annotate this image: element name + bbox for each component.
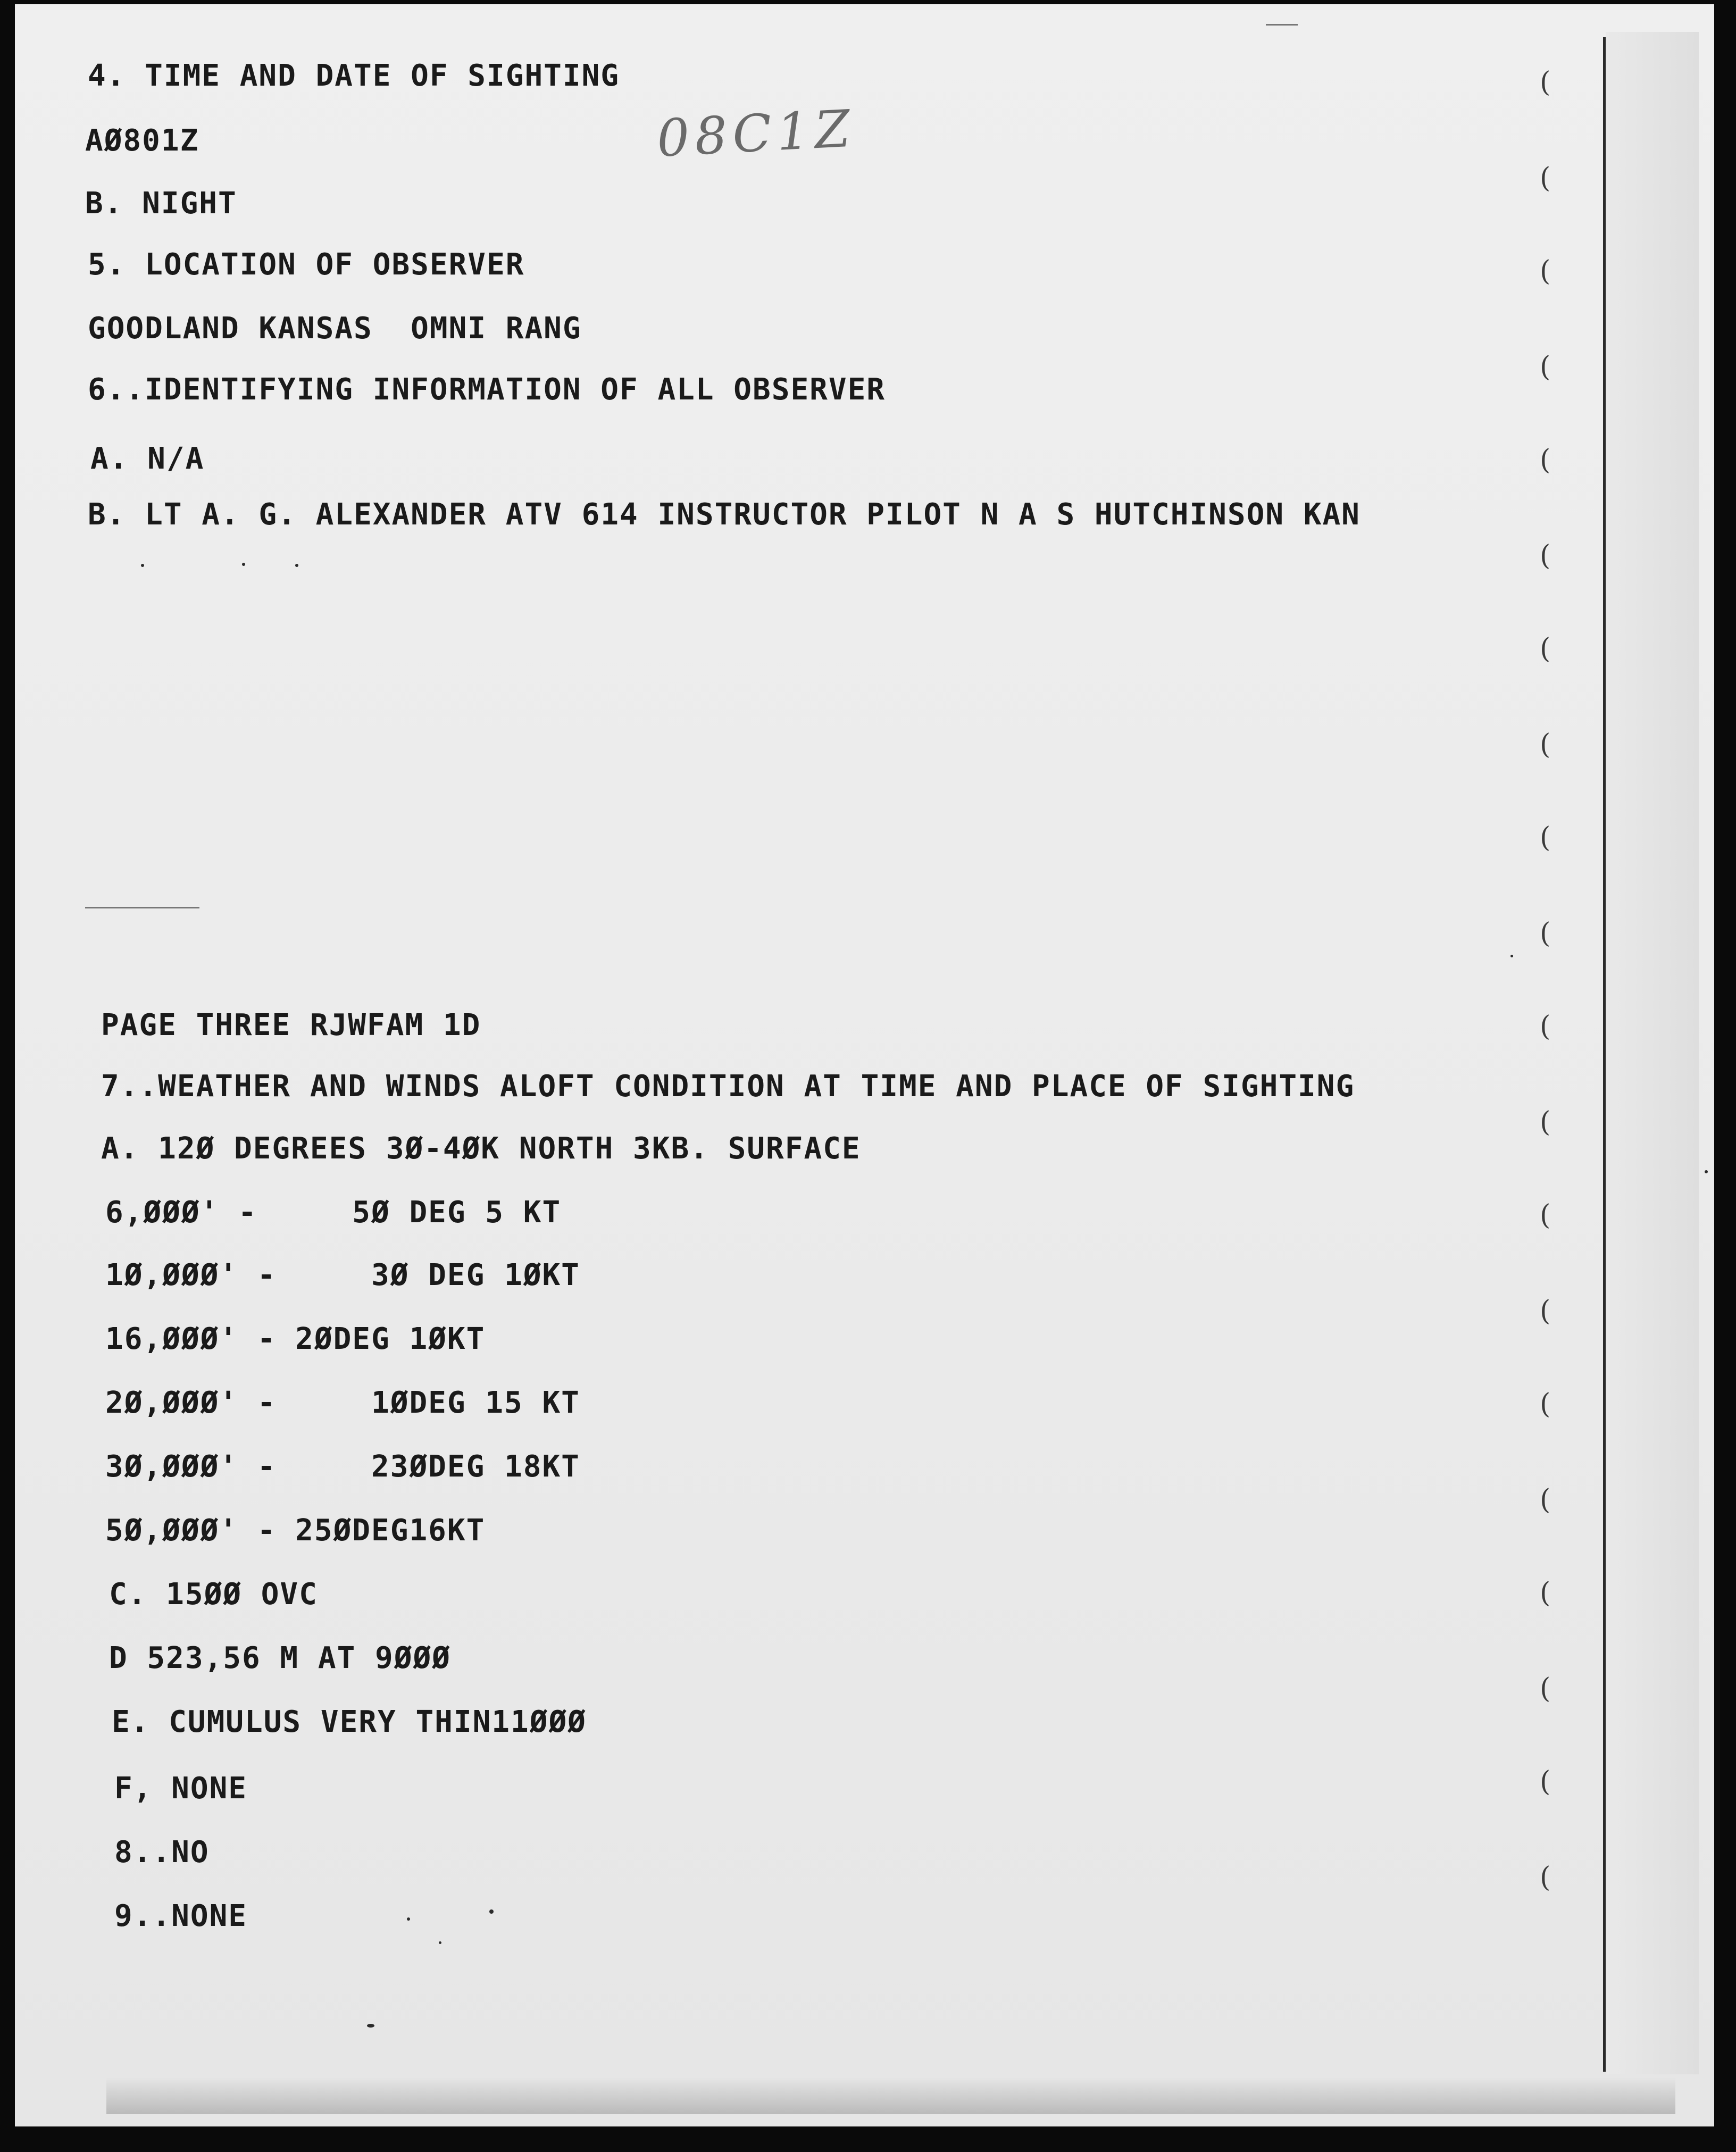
stray-speck [439, 1941, 441, 1944]
item-6b-value: B. LT A. G. ALEXANDER ATV 614 INSTRUCTOR PILOT N A S HUTCHINSON KAN [88, 497, 1361, 532]
winds-row: 3Ø,ØØØ' - 23ØDEG 18KT [105, 1449, 580, 1484]
item-7d-value: D 523,56 M AT 9ØØØ [109, 1641, 451, 1675]
item-9-value: 9..NONE [114, 1899, 248, 1933]
item-7c-value: C. 15ØØ OVC [109, 1577, 318, 1612]
tractor-hole: ( [1540, 1388, 1551, 1420]
tractor-hole: ( [1540, 1199, 1551, 1231]
item-6-heading: 6..IDENTIFYING INFORMATION OF ALL OBSERVER [88, 372, 886, 407]
tractor-hole: ( [1540, 822, 1551, 854]
tractor-hole: ( [1540, 729, 1551, 761]
tractor-hole: ( [1540, 351, 1551, 383]
stray-speck [1705, 1170, 1708, 1173]
stray-speck [489, 1909, 494, 1914]
stray-speck [295, 564, 298, 567]
stray-speck [141, 564, 144, 567]
item-5-value: GOODLAND KANSAS OMNI RANG [88, 311, 582, 346]
stray-speck [367, 2024, 374, 2028]
stray-speck [407, 1917, 410, 1921]
tractor-hole: ( [1540, 1295, 1551, 1327]
stray-speck [1510, 955, 1513, 957]
item-4-heading: 4. TIME AND DATE OF SIGHTING [88, 59, 620, 93]
tractor-hole: ( [1540, 444, 1551, 476]
winds-row: 2Ø,ØØØ' - 1ØDEG 15 KT [105, 1386, 580, 1420]
tractor-hole: ( [1540, 540, 1551, 572]
item-7a-value: A. 12Ø DEGREES 3Ø-4ØK NORTH 3KB. SURFACE [101, 1131, 861, 1166]
perforation-rule [1603, 37, 1606, 2072]
winds-row: 6,ØØØ' - 5Ø DEG 5 KT [105, 1195, 562, 1230]
tractor-hole: ( [1540, 66, 1551, 98]
item-7e-value: E. CUMULUS VERY THIN11ØØØ [112, 1705, 587, 1739]
page-header: PAGE THREE RJWFAM 1D [101, 1008, 481, 1042]
tractor-hole: ( [1540, 162, 1551, 194]
tractor-hole: ( [1540, 1484, 1551, 1516]
winds-row: 1Ø,ØØØ' - 3Ø DEG 1ØKT [105, 1258, 580, 1292]
stray-mark [1266, 24, 1298, 26]
item-8-value: 8..NO [114, 1835, 210, 1870]
tractor-feed-margin [1606, 32, 1699, 2074]
tractor-hole: ( [1540, 1577, 1551, 1609]
item-4b-value: B. NIGHT [85, 186, 237, 221]
tractor-hole: ( [1540, 1766, 1551, 1798]
handwritten-annotation: 08C1Z [655, 98, 857, 169]
tractor-hole: ( [1540, 633, 1551, 665]
stray-speck [242, 563, 245, 566]
tractor-hole: ( [1540, 1011, 1551, 1042]
winds-row: 16,ØØØ' - 2ØDEG 1ØKT [105, 1322, 486, 1356]
stray-mark [85, 907, 199, 908]
item-7f-value: F, NONE [114, 1771, 248, 1806]
tractor-hole: ( [1540, 1673, 1551, 1705]
winds-row: 5Ø,ØØØ' - 25ØDEG16KT [105, 1513, 486, 1548]
item-5-heading: 5. LOCATION OF OBSERVER [88, 247, 525, 282]
tractor-hole: ( [1540, 255, 1551, 287]
item-4a-value: AØ801Z [85, 123, 199, 158]
item-7-heading: 7..WEATHER AND WINDS ALOFT CONDITION AT TIME AND PLACE OF SIGHTING [101, 1069, 1355, 1104]
item-6a-value: A. N/A [90, 441, 205, 476]
tractor-hole: ( [1540, 1106, 1551, 1138]
tractor-hole: ( [1540, 1862, 1551, 1894]
page-shadow [106, 2077, 1675, 2114]
tractor-hole: ( [1540, 917, 1551, 949]
